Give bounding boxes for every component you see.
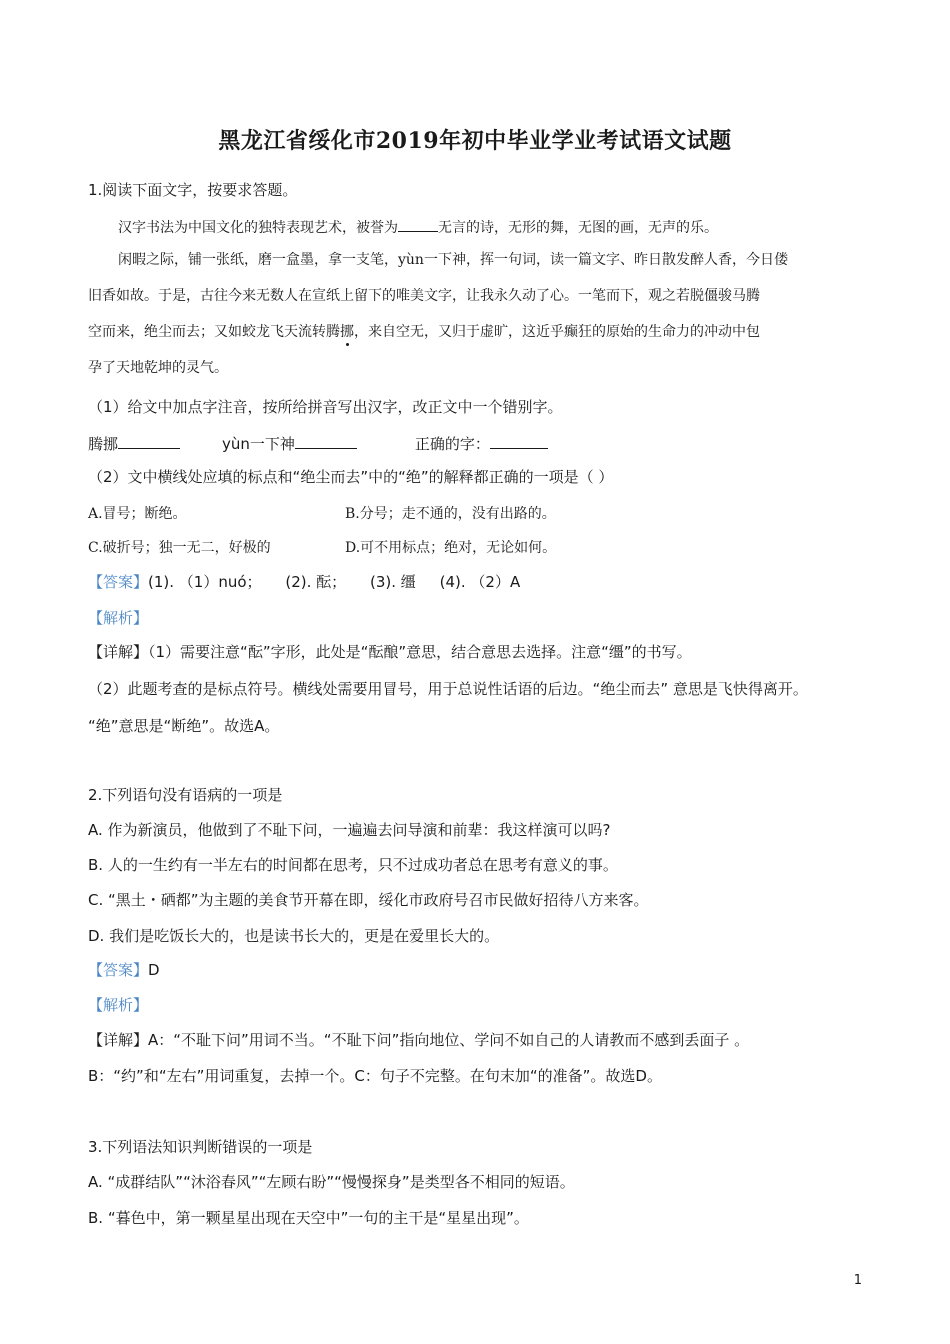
q1-option-a: A.冒号；断绝。	[88, 506, 187, 522]
q3-option-a: A. “成群结队”“沐浴春风”“左顾右盼”“慢慢探身”是类型各不相同的短语。	[88, 1173, 575, 1191]
q1-passage-p1: 汉字书法为中国文化的独特表现艺术，被誉为 无言的诗，无形的舞，无图的画，无声的乐。	[118, 215, 718, 238]
q1-fill-row: 腾挪 yùn一下神 正确的字：	[88, 432, 548, 454]
q1-passage-p2-line1: 闲暇之际，铺一张纸，磨一盒墨，拿一支笔，yùn一下神，挥一句词，读一篇文字、昨日散发醉人香，今日偻	[118, 252, 788, 268]
q2-answer: 【答案】D	[88, 961, 160, 979]
q2-detail-line1: 【详解】A：“不耻下问”用词不当。“不耻下问”指向地位、学问不如自己的人请教而不感到丢面子 。	[88, 1031, 750, 1049]
q1-stem: 1.阅读下面文字，按要求答题。	[88, 181, 298, 199]
q2-option-b: B. 人的一生约有一半左右的时间都在思考，只不过成功者总在思考有意义的事。	[88, 856, 618, 874]
q3-stem: 3.下列语法知识判断错误的一项是	[88, 1138, 313, 1156]
fill-blank-b	[295, 432, 357, 449]
q1-sub2: （2）文中横线处应填的标点和“绝尘而去”中的“绝”的解释都正确的一项是（ ）	[88, 468, 614, 486]
q1-option-d: D.可不用标点；绝对，无论如何。	[345, 540, 557, 556]
fill-blank-a	[118, 432, 180, 449]
q3-option-b: B. “暮色中，第一颗星星出现在天空中”一句的主干是“星星出现”。	[88, 1209, 529, 1227]
q1-option-c: C.破折号；独一无二，好极的	[88, 540, 271, 556]
answer-tag: 【答案】	[88, 573, 149, 591]
q2-option-d: D. 我们是吃饭长大的，也是读书长大的，更是在爱里长大的。	[88, 927, 500, 945]
q1-passage-p2-line3: 空而来，绝尘而去；又如蛟龙飞天流转腾挪，来自空无，又归于虚旷，这近乎癫狂的原始的生命力的冲动中包	[88, 324, 760, 340]
q1-answer: 【答案】(1). （1）nuó； (2). 酝； (3). 缰 (4). （2）A	[88, 573, 521, 591]
dotted-character: 挪	[340, 324, 354, 340]
q2-option-a: A. 作为新演员，他做到了不耻下问，一遍遍去问导演和前辈：我这样演可以吗?	[88, 821, 611, 839]
q1-passage-p2-line4: 孕了天地乾坤的灵气。	[88, 360, 228, 376]
q1-sub1: （1）给文中加点字注音，按所给拼音写出汉字，改正文中一个错别字。	[88, 398, 563, 416]
page-number: 1	[853, 1273, 862, 1288]
q2-detail-line2: B：“约”和“左右”用词重复，去掉一个。C：句子不完整。在句末加“的准备”。故选D。	[88, 1067, 662, 1085]
q1-option-b: B.分号；走不通的，没有出路的。	[345, 506, 556, 522]
q1-detail-line3: “绝”意思是“断绝”。故选A。	[88, 717, 280, 735]
answer-tag: 【答案】	[88, 961, 149, 979]
q1-punctuation-blank	[398, 215, 438, 232]
q2-option-c: C. “黑土・硒都”为主题的美食节开幕在即，绥化市政府号召市民做好招待八方来客。	[88, 891, 649, 909]
q1-passage-p2-line2: 旧香如故。于是，古往今来无数人在宣纸上留下的唯美文字，让我永久动了心。一笔而下，观之若脱僵骏马腾	[88, 288, 760, 304]
q1-analysis-tag: 【解析】	[88, 609, 149, 627]
fill-blank-c	[490, 432, 548, 449]
q2-analysis-tag: 【解析】	[88, 996, 149, 1014]
q1-detail-line1: 【详解】（1）需要注意“酝”字形，此处是“酝酿”意思，结合意思去选择。注意“缰”的书写。	[88, 643, 692, 661]
q1-detail-line2: （2）此题考查的是标点符号。横线处需要用冒号，用于总说性话语的后边。“绝尘而去” 意思是飞快得离开。	[88, 680, 808, 698]
q2-stem: 2.下列语句没有语病的一项是	[88, 786, 283, 804]
page-title: 黑龙江省绥化市2019年初中毕业学业考试语文试题	[218, 128, 732, 154]
